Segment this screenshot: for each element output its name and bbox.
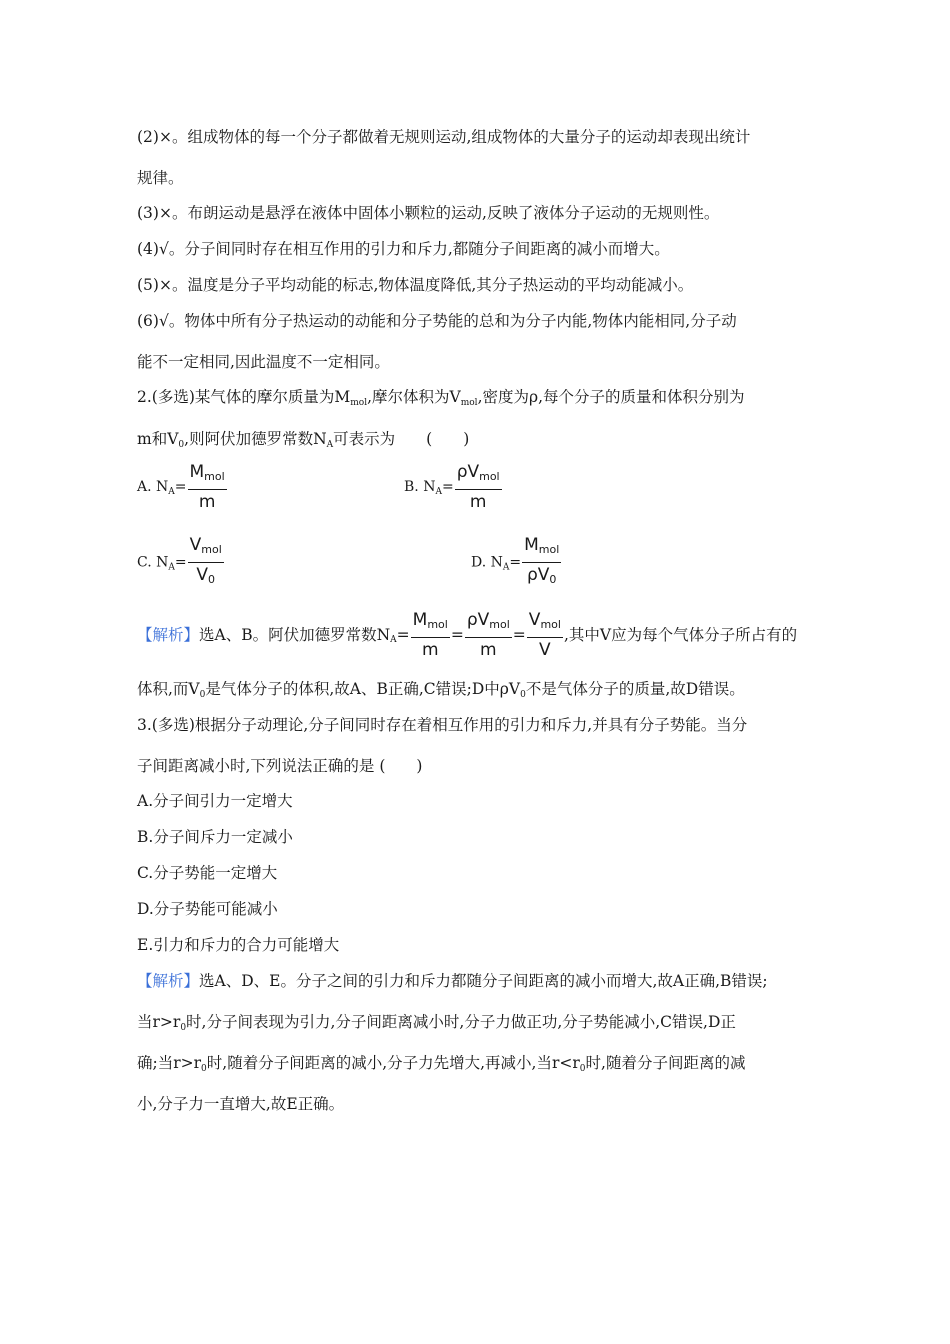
fraction: $\frac{\rho V_{mol}}{m}$ bbox=[456, 462, 500, 512]
q3-option-b: B.分子间斥力一定减小 bbox=[137, 828, 293, 846]
solution-3-line3: 确;当$r>r_0$时,随着分子间距离的减小,分子力先增大,再减小,当$r<r_0$时,随着分子间距离的减 bbox=[137, 1054, 746, 1074]
answer-2: (2)×。组成物体的每一个分子都做着无规则运动,组成物体的大量分子的运动却表现出统计 bbox=[137, 128, 751, 146]
option-d: D. $N_A=$ $\frac{M_{mol}}{\rho V_0}$ bbox=[471, 535, 562, 590]
solution-3-line4: 小,分子力一直增大,故E正确。 bbox=[137, 1095, 345, 1113]
fraction: $\frac{V_{mol}}{V}$ bbox=[528, 610, 561, 660]
fraction: $\frac{M_{mol}}{m}$ bbox=[412, 610, 448, 660]
fraction: $\frac{M_{mol}}{m}$ bbox=[189, 462, 225, 512]
fraction: $\frac{V_{mol}}{V_0}$ bbox=[189, 535, 222, 586]
answer-4: (4)√。分子间同时存在相互作用的引力和斥力,都随分子间距离的减小而增大。 bbox=[137, 240, 670, 258]
answer-6: (6)√。物体中所有分子热运动的动能和分子势能的总和为分子内能,物体内能相同,分子动 bbox=[137, 312, 737, 330]
answer-3: (3)×。布朗运动是悬浮在液体中固体小颗粒的运动,反映了液体分子运动的无规则性。 bbox=[137, 204, 720, 222]
option-a: A. $N_A=$ $\frac{M_{mol}}{m}$ bbox=[137, 462, 225, 512]
solution-3-line1: 【解析】选A、D、E。分子之间的引力和斥力都随分子间距离的减小而增大,故A正确,B错误; bbox=[137, 972, 768, 990]
q3-option-a: A.分子间引力一定增大 bbox=[137, 792, 293, 810]
solution-2-line1: 【解析】选A、B。阿伏加德罗常数$N_A=$ $\frac{M_{mol}}{m}$ = $\frac{\rho V_{mol}}{m}$ = $\frac{V_{mol}}{V}$ ,其中V应为每个气体分子所占有的 bbox=[137, 610, 798, 660]
q3-option-d: D.分子势能可能减小 bbox=[137, 900, 278, 918]
solution-2-line2: 体积,而$V_0$是气体分子的体积,故A、B正确,C错误;D中$\rho V_0$不是气体分子的质量,故D错误。 bbox=[137, 680, 745, 700]
answer-6-cont: 能不一定相同,因此温度不一定相同。 bbox=[137, 353, 390, 371]
answer-5: (5)×。温度是分子平均动能的标志,物体温度降低,其分子热运动的平均动能减小。 bbox=[137, 276, 694, 294]
solution-3-line2: 当$r>r_0$时,分子间表现为引力,分子间距离减小时,分子力做正功,分子势能减小,C错误,D正 bbox=[137, 1013, 736, 1033]
fraction: $\frac{M_{mol}}{\rho V_0}$ bbox=[524, 535, 560, 586]
question-3-line2: 子间距离减小时,下列说法正确的是 ( ) bbox=[137, 757, 423, 775]
q3-option-e: E.引力和斥力的合力可能增大 bbox=[137, 936, 340, 954]
question-2-line1: 2.(多选)某气体的摩尔质量为$M_{mol}$,摩尔体积为$V_{mol}$,密度为ρ,每个分子的质量和体积分别为 bbox=[137, 388, 745, 408]
fraction: $\frac{\rho V_{mol}}{m}$ bbox=[466, 610, 510, 660]
question-2-line2: m和$V_0$,则阿伏加德罗常数$N_A$可表示为 ( ) bbox=[137, 430, 470, 450]
option-b: B. $N_A=$ $\frac{\rho V_{mol}}{m}$ bbox=[404, 462, 500, 512]
answer-2-cont: 规律。 bbox=[137, 169, 184, 187]
question-3-line1: 3.(多选)根据分子动理论,分子间同时存在着相互作用的引力和斥力,并具有分子势能。当分 bbox=[137, 716, 748, 734]
q3-option-c: C.分子势能一定增大 bbox=[137, 864, 278, 882]
option-c: C. $N_A=$ $\frac{V_{mol}}{V_0}$ bbox=[137, 535, 225, 590]
